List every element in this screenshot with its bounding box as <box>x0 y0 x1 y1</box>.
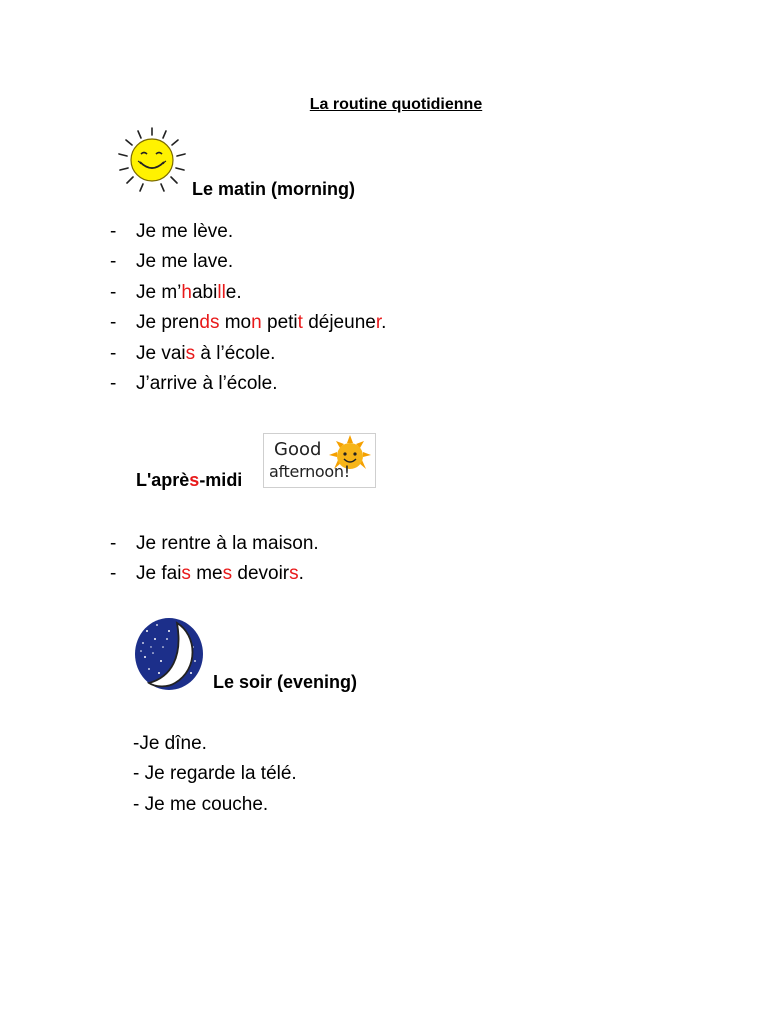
afternoon-heading-part1: L'aprè <box>136 470 190 490</box>
list-item: - Je regarde la télé. <box>133 763 297 785</box>
afternoon-heading <box>136 470 242 491</box>
list-dash: - <box>110 563 117 585</box>
text-segment: Je rentre à la maison. <box>136 533 319 554</box>
text-segment: Je fai <box>136 563 182 585</box>
highlighted-letters: s <box>289 563 299 585</box>
good-afternoon-sticker <box>263 433 376 488</box>
list-dash: - <box>110 281 117 303</box>
list-item-text <box>136 532 319 556</box>
page-title: La routine quotidienne <box>309 96 483 113</box>
list-item-text <box>136 311 386 335</box>
list-item-text <box>136 372 278 396</box>
highlighted-letters: s <box>185 342 196 364</box>
highlighted-letters: ds <box>199 312 220 334</box>
text-segment: Je me lave. <box>136 251 234 273</box>
list-item-text <box>136 281 242 305</box>
moon-icon <box>133 617 205 691</box>
text-segment: e. <box>225 281 242 303</box>
text-segment: déjeune <box>302 312 376 334</box>
text-segment: Je pren <box>136 312 200 334</box>
highlighted-letters: r <box>375 312 382 334</box>
highlighted-letters: h <box>181 281 192 303</box>
list-item: - Je me couche. <box>133 793 269 815</box>
list-dash: - <box>110 221 117 242</box>
list-item-text <box>136 562 304 586</box>
text-segment: . <box>381 312 387 334</box>
list-dash: - <box>110 312 117 334</box>
list-item-text <box>136 342 275 366</box>
text-segment: abi <box>191 281 218 303</box>
sticker-line-2: afternoon! <box>269 462 350 481</box>
highlighted-letters: s <box>181 563 191 585</box>
list-item: -Je dîne. <box>133 733 207 754</box>
text-segment: à l’école. <box>195 342 276 364</box>
list-dash: - <box>110 373 117 394</box>
list-item-text <box>136 250 233 274</box>
evening-heading: Le soir (evening) <box>213 672 358 692</box>
highlighted-letters: s <box>222 563 233 585</box>
list-item-text <box>136 220 233 244</box>
text-segment: Je m’ <box>136 281 182 303</box>
text-segment: Je me lève. <box>136 221 234 242</box>
text-segment: peti <box>261 312 298 334</box>
text-segment: me <box>190 563 223 585</box>
text-segment: J’arrive à l’école. <box>136 373 278 394</box>
list-dash: - <box>110 533 117 554</box>
morning-heading: Le matin (morning) <box>192 179 355 199</box>
highlighted-letters: ll <box>217 281 226 303</box>
text-segment: . <box>298 563 304 585</box>
highlighted-letters: n <box>251 312 262 334</box>
highlighted-letters: t <box>297 312 303 334</box>
sun-icon <box>110 126 190 194</box>
afternoon-heading-red: s <box>189 470 200 490</box>
text-segment: mo <box>219 312 252 334</box>
list-dash: - <box>110 251 117 273</box>
text-segment: Je vai <box>136 342 186 364</box>
text-segment: devoir <box>232 563 290 585</box>
afternoon-heading-part2: -midi <box>199 470 243 490</box>
sticker-line-1: Good <box>274 439 322 460</box>
list-dash: - <box>110 342 117 364</box>
